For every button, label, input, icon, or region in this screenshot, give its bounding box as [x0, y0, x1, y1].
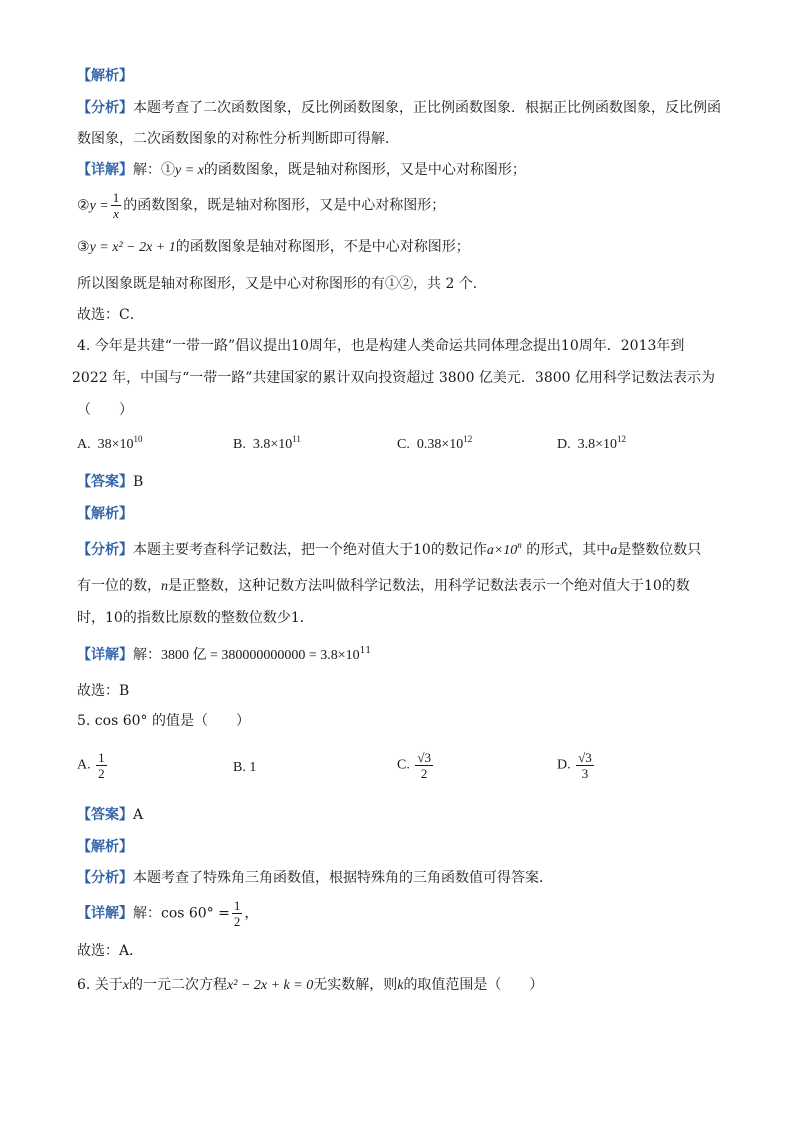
detail-line-2 [77, 190, 445, 221]
option-label: D. [557, 437, 571, 452]
equation: x² − 2x + k = 0 [227, 978, 314, 993]
fraction-numerator: √3 [417, 750, 431, 765]
analysis-line-2 [77, 577, 690, 596]
option-a[interactable] [77, 434, 143, 453]
option-value: 38×10 [97, 437, 134, 452]
answer-tag: 【答案】 [77, 474, 133, 490]
option-label: A. [77, 437, 91, 452]
stem-text: 无实数解，则 [313, 977, 398, 993]
detail-tag: 【详解】 [77, 905, 133, 922]
analysis-text-cont: 数图象，二次函数图象的对称性分析判断即可得解． [77, 131, 399, 147]
answer-choice: 故选：A． [77, 943, 144, 959]
option-a[interactable] [77, 750, 109, 781]
detail-text: 的函数图象，既是轴对称图形，又是中心对称图形； [123, 197, 446, 214]
answer-tag: 【答案】 [77, 807, 133, 823]
question-stem: 5. cos 60° 的值是（ ） [77, 713, 250, 729]
detail-prefix: 解：cos 60° = [133, 905, 230, 922]
detail-tag: 【详解】 [77, 162, 133, 178]
analysis-text: 的形式，其中 [521, 542, 611, 558]
analysis-text: 是正整数，这种记数方法叫做科学记数法，用科学记数法表示一个绝对值大于10的数 [168, 578, 690, 594]
option-exponent: 12 [617, 434, 627, 444]
option-b[interactable] [233, 760, 256, 776]
question-stem-cont: 2022 年，中国与“一带一路”共建国家的累计双向投资超过 3800 亿美元．3800 亿用科学记数法表示为 [72, 370, 715, 386]
fraction-denominator: x [113, 206, 119, 221]
option-d[interactable] [557, 434, 627, 453]
summary-text: 所以图象既是轴对称图形，又是中心对称图形的有①②，共 2 个． [77, 276, 487, 292]
analysis-line [77, 541, 701, 560]
option-exponent: 12 [463, 434, 473, 444]
option-c[interactable] [397, 434, 473, 453]
answer-choice: 故选：C． [77, 307, 144, 323]
fraction-denominator: 3 [581, 766, 589, 781]
equation-lhs: y = [89, 198, 109, 214]
analysis-tag: 【分析】 [77, 100, 133, 116]
equation-exponent: 11 [359, 646, 372, 656]
option-exponent: 11 [292, 434, 301, 444]
analysis-header: 【解析】 [77, 68, 133, 84]
variable: x [122, 978, 130, 993]
item-marker: ③ [77, 239, 90, 255]
analysis-line [77, 99, 721, 117]
option-label: D. [557, 757, 571, 773]
equation: 3800 亿 = 380000000000 = 3.8×10 [161, 648, 360, 663]
stem-text: 6. 关于 [77, 977, 123, 993]
option-exponent: 10 [133, 434, 143, 444]
detail-line-3 [77, 238, 470, 257]
analysis-tag: 【分析】 [77, 870, 133, 886]
answer-value: B [133, 474, 144, 490]
option-value: 1 [249, 760, 257, 775]
analysis-text: 本题考查了特殊角三角函数值，根据特殊角的三角函数值可得答案． [133, 870, 553, 886]
detail-tag: 【详解】 [77, 647, 133, 663]
analysis-line-3: 时，10的指数比原数的整数位数少1． [77, 610, 314, 626]
analysis-text: 是整数位数只 [617, 542, 702, 558]
analysis-text: 本题考查了二次函数图象，反比例函数图象，正比例函数图象．根据正比例函数图象，反比例函 [133, 100, 721, 116]
fraction [232, 898, 243, 929]
analysis-tag: 【分析】 [77, 542, 133, 558]
option-b[interactable] [233, 434, 301, 453]
fraction-numerator: 1 [112, 190, 120, 205]
option-label: B. [233, 760, 246, 775]
detail-line-1 [77, 161, 526, 180]
answer-choice: 故选：B [77, 683, 130, 699]
variable: n [161, 579, 168, 594]
answer-line [77, 806, 143, 824]
question-stem: 4. 今年是共建“一带一路”倡议提出10周年，也是构建人类命运共同体理念提出10周年．2013年到 [77, 338, 685, 354]
sci-notation: a×10 [486, 543, 518, 558]
detail-line [77, 646, 371, 665]
analysis-line [77, 869, 553, 887]
option-c[interactable] [397, 750, 435, 781]
fraction [576, 750, 594, 781]
option-label: C. [397, 757, 410, 773]
fraction-numerator: 1 [98, 750, 105, 765]
fraction-denominator: 2 [420, 766, 428, 781]
analysis-text: 有一位的数， [77, 578, 161, 594]
fraction [415, 750, 433, 781]
fraction-denominator: 2 [233, 914, 241, 929]
variable: k [397, 978, 404, 993]
question-brackets: （ ） [77, 402, 133, 418]
sci-exponent: n [517, 540, 522, 550]
fraction [111, 190, 122, 221]
detail-line [77, 898, 258, 929]
answer-line [77, 473, 143, 491]
stem-text: 的取值范围是（ ） [403, 977, 544, 993]
variable: a [610, 543, 618, 558]
detail-prefix: 解： [133, 647, 161, 663]
analysis-header: 【解析】 [77, 506, 133, 522]
item-marker: ② [77, 197, 90, 214]
analysis-text: 本题主要考查科学记数法，把一个绝对值大于10的数记作 [133, 542, 487, 558]
detail-text: 的函数图象是轴对称图形，不是中心对称图形； [175, 239, 470, 255]
fraction-denominator: 2 [98, 766, 105, 781]
fraction [96, 750, 107, 781]
option-label: B. [233, 437, 246, 452]
detail-text: ， [244, 905, 259, 922]
fraction-numerator: √3 [578, 750, 592, 765]
option-value: 3.8×10 [577, 437, 618, 452]
equation: y = x [175, 163, 204, 178]
option-d[interactable] [557, 750, 596, 781]
answer-value: A [133, 807, 144, 823]
equation: y = x² − 2x + 1 [89, 240, 176, 255]
stem-text: 的一元二次方程 [129, 977, 228, 993]
detail-text: 的函数图象，既是轴对称图形，又是中心对称图形； [203, 162, 526, 178]
option-value: 0.38×10 [416, 437, 464, 452]
question-stem [77, 976, 543, 995]
option-label: C. [397, 437, 410, 452]
option-label: A. [77, 757, 91, 773]
option-value: 3.8×10 [252, 437, 293, 452]
fraction-numerator: 1 [233, 898, 241, 913]
analysis-header: 【解析】 [77, 839, 133, 855]
detail-prefix: 解：① [133, 162, 175, 178]
